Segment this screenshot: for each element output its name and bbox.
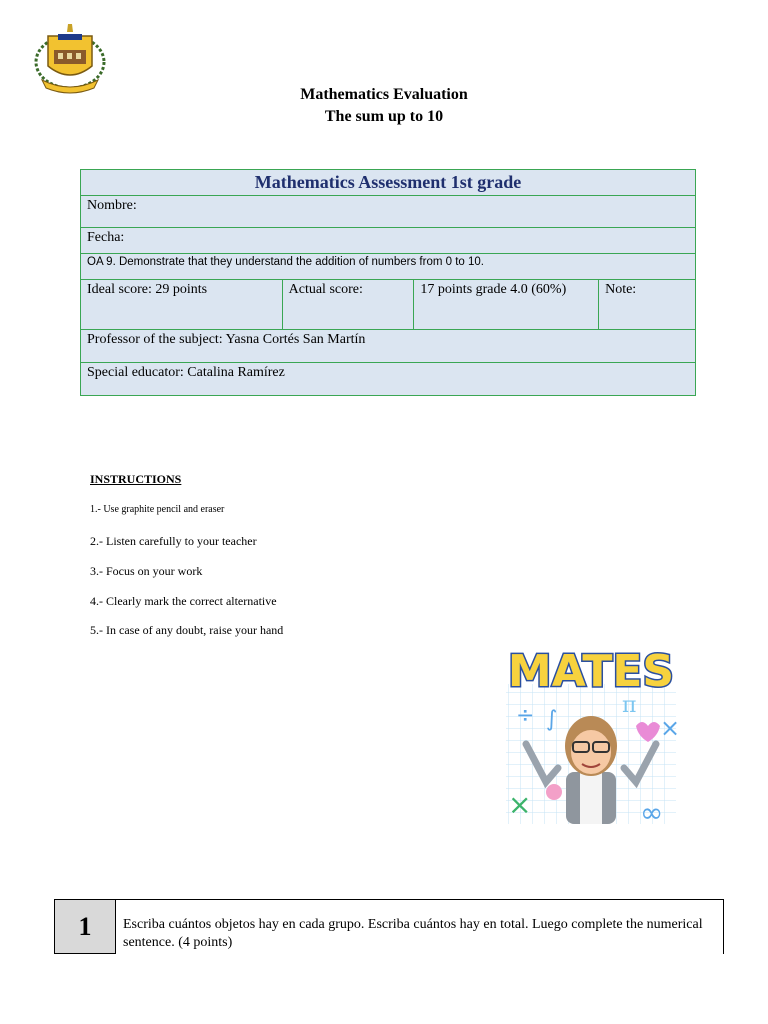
- svg-text:×: ×: [660, 714, 681, 742]
- actual-score-field[interactable]: Actual score:: [282, 280, 414, 330]
- teacher-avatar-icon: [496, 644, 686, 826]
- nombre-field[interactable]: Nombre:: [81, 196, 696, 228]
- grade-info: 17 points grade 4.0 (60%): [414, 280, 599, 330]
- special-educator-name: Special educator: Catalina Ramírez: [81, 363, 696, 396]
- svg-text:π: π: [622, 693, 637, 718]
- page-subtitle: The sum up to 10: [324, 108, 444, 125]
- professor-name: Professor of the subject: Yasna Cortés San Martín: [81, 330, 696, 363]
- svg-text:∞: ∞: [640, 796, 664, 826]
- instruction-item: 4.- Clearly mark the correct alternative: [90, 594, 277, 608]
- ideal-score: Ideal score: 29 points: [81, 280, 283, 330]
- learning-objective: OA 9. Demonstrate that they understand the addition of numbers from 0 to 10.: [81, 254, 696, 280]
- svg-text:×: ×: [508, 788, 532, 821]
- question-number: 1: [55, 900, 116, 954]
- instructions-title: INSTRUCTIONS: [90, 472, 182, 486]
- instruction-item: 3.- Focus on your work: [90, 564, 203, 578]
- question-text: Escriba cuántos objetos hay en cada grupo. Escriba cuántos hay en total. Luego complete the numerical sentence. (4 points): [123, 917, 703, 950]
- instruction-item: 1.- Use graphite pencil and eraser: [90, 504, 225, 515]
- school-crest-icon: [32, 22, 108, 94]
- svg-text:÷: ÷: [516, 703, 535, 728]
- mates-label: MATES: [507, 646, 675, 697]
- instruction-item: 5.- In case of any doubt, raise your hand: [90, 623, 284, 637]
- svg-text:∫: ∫: [546, 707, 558, 732]
- note-field[interactable]: Note:: [599, 280, 696, 330]
- instruction-item: 2.- Listen carefully to your teacher: [90, 534, 257, 548]
- page-title: Mathematics Evaluation: [300, 86, 468, 103]
- assessment-heading: Mathematics Assessment 1st grade: [81, 170, 696, 196]
- fecha-field[interactable]: Fecha:: [81, 228, 696, 254]
- assessment-info-table: [80, 169, 696, 396]
- question-box: [54, 899, 724, 954]
